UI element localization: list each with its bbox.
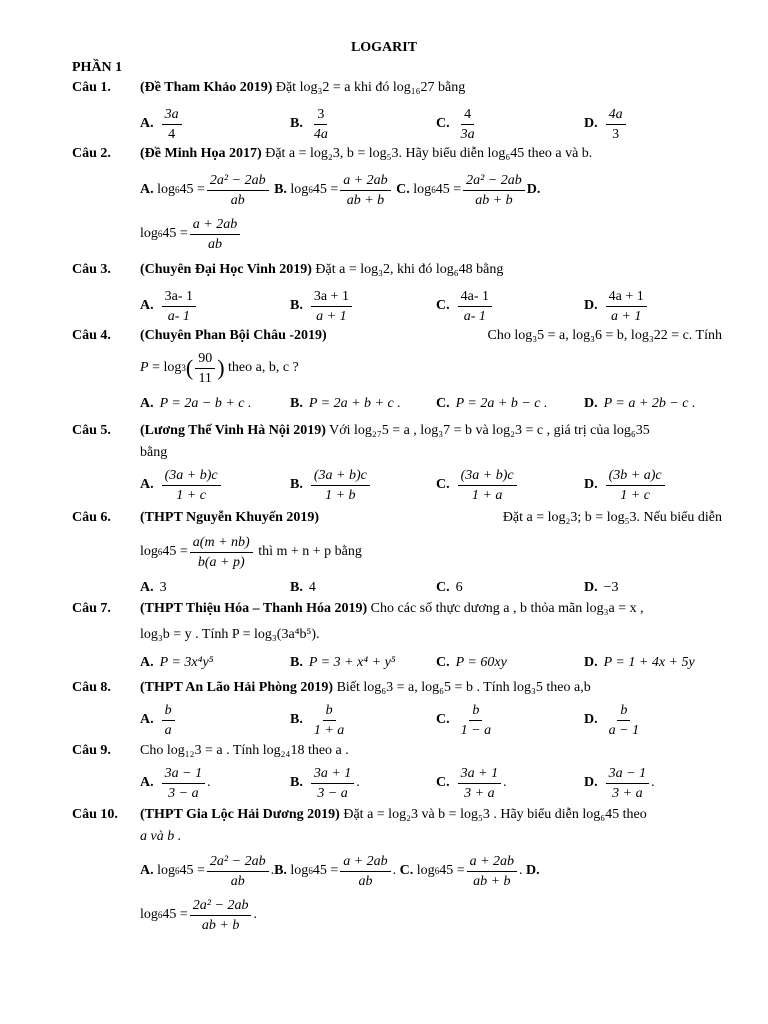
option-a[interactable]: A. 3 <box>140 580 167 595</box>
option-d-value: $\frac{\text{2a² − 2ab}}{ab + b}$ <box>190 897 252 934</box>
option-b[interactable]: B. 4 <box>290 580 316 595</box>
question-source: (THPT Thiệu Hóa – Thanh Hóa 2019) <box>140 601 368 616</box>
options-row <box>140 643 722 683</box>
question-text <box>140 328 722 344</box>
option-a[interactable]: A. <box>140 182 154 197</box>
question-stem: Đặt log₃2 = a khi đó log₁₆27 bằng <box>275 80 466 95</box>
question-text <box>140 680 722 696</box>
option-c[interactable]: C. <box>399 863 414 878</box>
option-d[interactable]: D. P = a + 2b − c . <box>584 396 696 411</box>
question-text <box>140 146 722 162</box>
option-d[interactable]: D. $\frac{(3b + a)c}{1 + c}$ <box>584 465 667 505</box>
question-text-continued: bằng <box>140 445 168 460</box>
options-row <box>140 700 722 740</box>
question-number: Câu 4. <box>72 328 111 343</box>
options-row-continued: log 6 45 = $\frac{a + 2ab}{ab}$ <box>140 214 722 254</box>
question-number: Câu 2. <box>72 146 111 161</box>
question-source: (Chuyên Phan Bội Châu -2019) <box>140 328 327 343</box>
option-a[interactable]: A. $\frac{3a}{4}$ <box>140 104 184 144</box>
option-b[interactable]: B. $\frac{3a + 1}{3 - a}$ . <box>290 765 360 801</box>
options-row-continued: log 6 45 = $\frac{\text{2a² − 2ab}}{ab + b}$ . <box>140 897 257 933</box>
options-row: A. log 6 45 = $\frac{\text{2a² − 2ab}}{ab}$ B. log 6 45 = $\frac{a + 2ab}{ab + b}$ C. log 6 45 = $\frac{\text{2a² − 2ab}}{ab + b}$ D. <box>140 172 541 208</box>
option-d-value: $\frac{a + 2ab}{ab}$ <box>190 216 240 253</box>
option-b[interactable]: B. $\frac{b}{1 + a}$ <box>290 702 345 738</box>
option-c[interactable]: C. $\frac{3a + 1}{3 + a}$ . <box>436 765 507 801</box>
option-c-value: $\frac{a + 2ab}{ab + b}$ <box>467 853 517 890</box>
question-source: (Đề Minh Họa 2017) <box>140 146 262 161</box>
option-a-value: $\frac{\text{2a² − 2ab}}{ab}$ <box>207 853 269 890</box>
question-number: Câu 1. <box>72 80 111 95</box>
question-number: Câu 8. <box>72 680 111 695</box>
option-b[interactable]: B. $\frac{3a + 1}{a + 1}$ <box>290 286 354 326</box>
option-b[interactable]: B. <box>274 182 287 197</box>
option-d[interactable]: D. <box>526 863 540 878</box>
options-row <box>140 286 722 326</box>
page-title: LOGARIT <box>350 40 418 55</box>
question-stem: Đặt a = log₂3; b = log₅3. Nếu biểu diễn <box>502 510 722 525</box>
option-c[interactable]: C. $\frac{4}{3a}$ <box>436 106 475 142</box>
question-stem: Với log₂₇5 = a , log₃7 = b và log₂3 = c , giá trị của log₆35 <box>329 423 650 438</box>
question-stem: Đặt a = log₃2, khi đó log₆48 bằng <box>315 262 504 277</box>
question-number: Câu 9. <box>72 743 111 758</box>
option-b-value: $\frac{a + 2ab}{ab}$ <box>340 853 390 890</box>
option-d[interactable]: D. −3 <box>584 580 619 595</box>
question-text <box>140 510 722 526</box>
question-text <box>140 601 722 617</box>
option-d[interactable]: D. P = 1 + 4x + 5y <box>584 655 695 670</box>
option-b[interactable]: B. $\frac{3}{4a}$ <box>290 106 328 142</box>
question-number: Câu 10. <box>72 807 118 822</box>
question-source: (Chuyên Đại Học Vinh 2019) <box>140 262 312 277</box>
option-a[interactable]: A. $\frac{(3a + b)c}{1 + c}$ <box>140 465 223 505</box>
question-text <box>140 80 722 96</box>
question-stem-continued: thì m + n + p bằng <box>258 544 362 559</box>
question-stem: Cho log₁₂3 = a . Tính log₂₄18 theo a . <box>140 743 349 758</box>
question-source: (THPT An Lão Hải Phòng 2019) <box>140 680 334 695</box>
option-c[interactable]: C. P = 60xy <box>436 655 507 670</box>
options-row <box>140 465 722 505</box>
question-text <box>140 743 722 759</box>
options-row: A. log 6 45 = $\frac{\text{2a² − 2ab}}{ab}$ . B. log 6 45 = $\frac{a + 2ab}{ab}$ . C. log 6 45 = $\frac{a + 2ab}{ab + b}$ . D. <box>140 853 540 889</box>
option-b[interactable]: B. $\frac{(3a + b)c}{1 + b}$ <box>290 465 372 505</box>
question-source: (Đề Tham Khảo 2019) <box>140 80 273 95</box>
option-a[interactable]: A. $\frac{b}{a}$ <box>140 700 177 740</box>
option-c[interactable]: C. $\frac{(3a + b)c}{1 + a}$ <box>436 465 519 505</box>
question-source: (THPT Nguyễn Khuyến 2019) <box>140 510 320 525</box>
option-a[interactable]: A. $\frac{3a- 1}{a- 1}$ <box>140 286 198 326</box>
question-stem: Cho các số thực dương a , b thỏa mãn log₃a = x , <box>370 601 644 616</box>
option-c[interactable]: C. $\frac{b}{1 - a}$ <box>436 702 492 738</box>
question-formula: log 6 45 = $\frac{a(m + nb)}{b(a + p)}$ thì m + n + p bằng <box>140 534 362 570</box>
option-c[interactable]: C. $\frac{4a- 1}{a- 1}$ <box>436 286 494 326</box>
option-d[interactable]: D. $\frac{3a - 1}{3 + a}$ . <box>584 765 655 801</box>
question-source: (THPT Gia Lộc Hải Dương 2019) <box>140 807 340 822</box>
option-b-value: $\frac{a + 2ab}{ab + b}$ <box>340 172 390 209</box>
option-a-value: $\frac{\text{2a² − 2ab}}{ab}$ <box>207 172 269 209</box>
option-d[interactable]: D. $\frac{4a}{3}$ <box>584 104 628 144</box>
question-formula: P = log 3 ( $\frac{90}{11}$ ) theo a, b, c ? <box>140 350 299 386</box>
question-text-continued: log₃b = y . Tính P = log₃(3a⁴b⁵). <box>140 627 320 642</box>
option-a[interactable]: A. P = 3x⁴y⁵ <box>140 655 214 670</box>
option-a[interactable]: A. P = 2a − b + c . <box>140 396 252 411</box>
option-b[interactable]: B. P = 3 + x⁴ + y⁵ <box>290 655 396 670</box>
part-heading: PHẦN 1 <box>72 60 123 75</box>
option-b[interactable]: B. <box>274 863 287 878</box>
option-c[interactable]: C. <box>396 182 410 197</box>
option-c[interactable]: C. P = 2a + b − c . <box>436 396 548 411</box>
question-text <box>140 262 722 278</box>
question-stem: Biết log₆3 = a, log₆5 = b . Tính log₃5 theo a,b <box>336 680 591 695</box>
option-d[interactable]: D. $\frac{b}{a - 1}$ <box>584 702 640 738</box>
question-text <box>140 423 722 439</box>
option-d[interactable]: D. $\frac{4a + 1}{a + 1}$ <box>584 286 649 326</box>
option-c[interactable]: C. 6 <box>436 580 463 595</box>
options-row <box>140 763 722 803</box>
question-text <box>140 807 722 823</box>
question-number: Câu 7. <box>72 601 111 616</box>
question-stem: Đặt a = log₂3, b = log₅3. Hãy biểu diễn log₆45 theo a và b. <box>265 146 593 161</box>
question-number: Câu 5. <box>72 423 111 438</box>
question-number: Câu 6. <box>72 510 111 525</box>
question-stem: Cho log₃5 = a, log₃6 = b, log₃22 = c. Tính <box>487 328 722 343</box>
option-c-value: $\frac{\text{2a² − 2ab}}{ab + b}$ <box>463 172 525 209</box>
question-number: Câu 3. <box>72 262 111 277</box>
options-row <box>140 104 722 144</box>
option-d[interactable]: D. <box>526 182 541 197</box>
question-stem-continued: theo a, b, c ? <box>228 360 299 375</box>
options-row <box>140 384 722 424</box>
option-a[interactable]: A. $\frac{3a - 1}{3 - a}$ . <box>140 765 211 801</box>
question-source: (Lương Thế Vinh Hà Nội 2019) <box>140 423 326 438</box>
question-stem: Đặt a = log₂3 và b = log₅3 . Hãy biểu diễn log₆45 theo <box>343 807 647 822</box>
option-a[interactable]: A. <box>140 863 154 878</box>
question-text-continued: a và b . <box>140 829 182 844</box>
option-b[interactable]: B. P = 2a + b + c . <box>290 396 401 411</box>
